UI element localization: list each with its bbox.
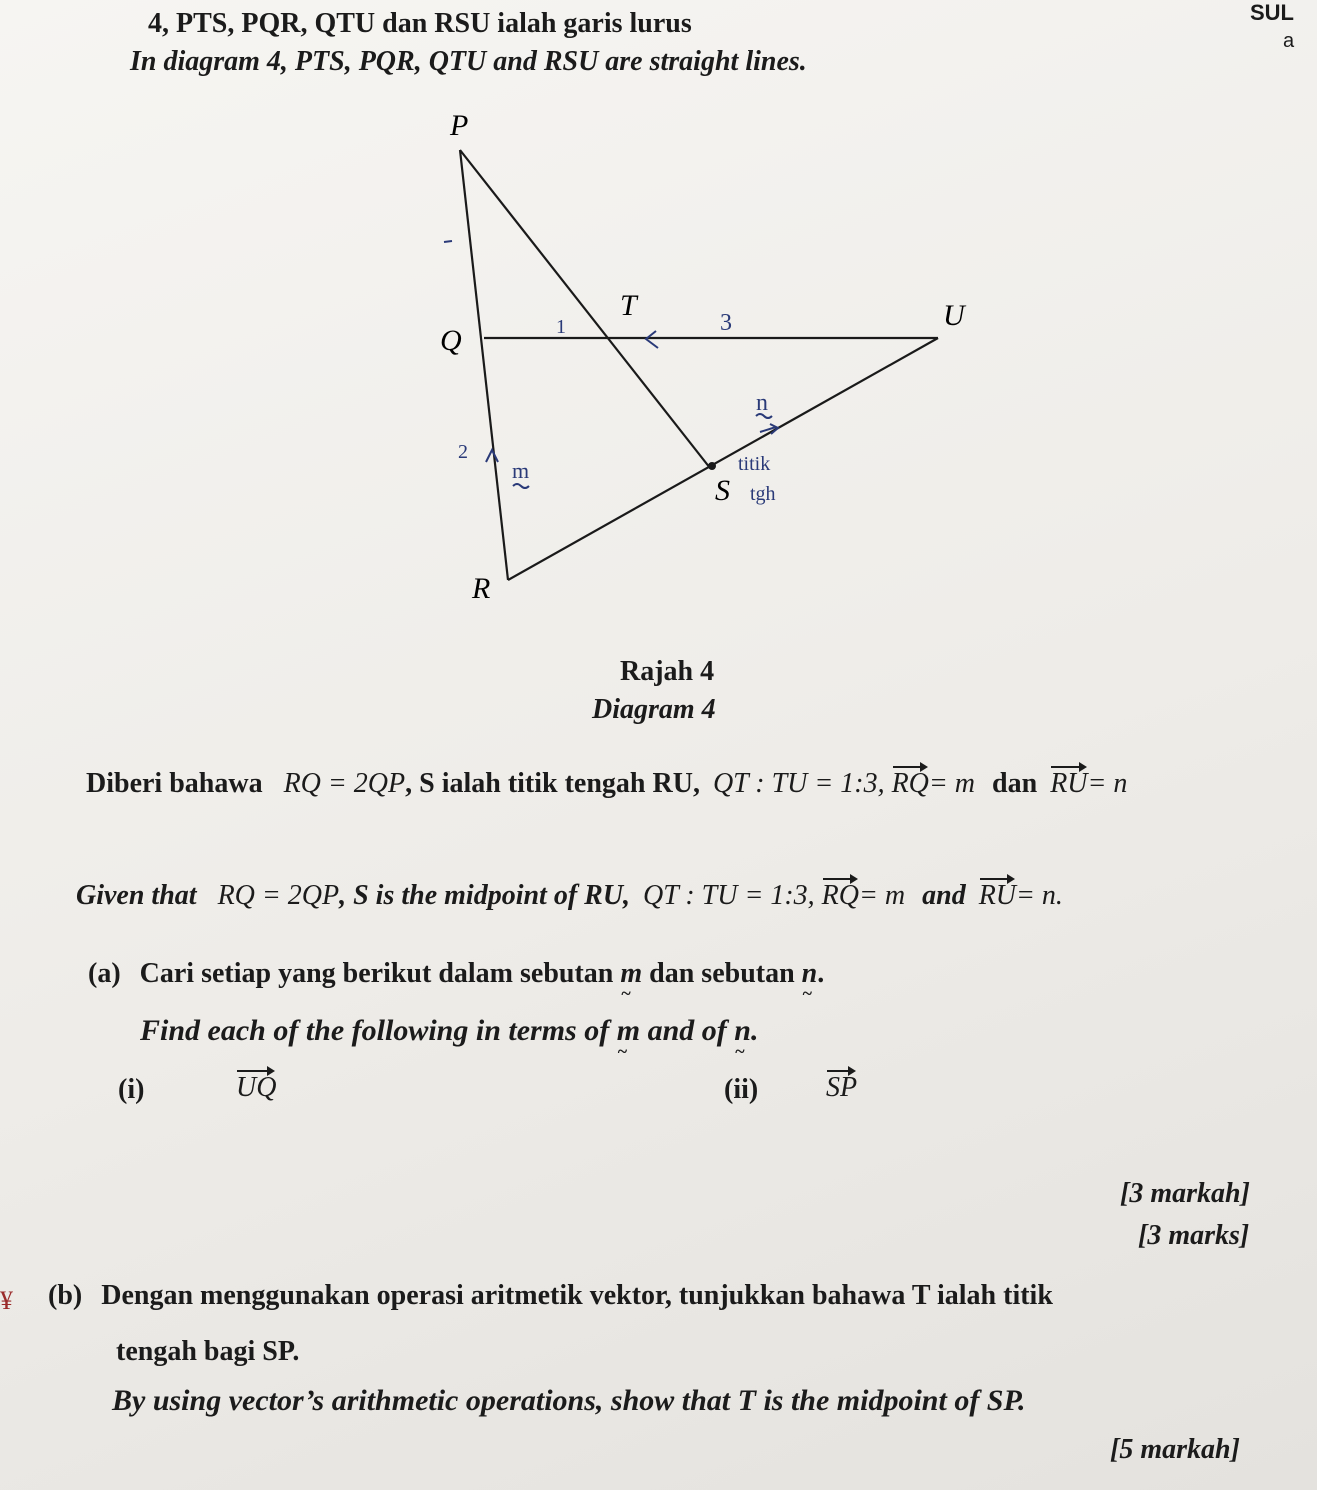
part-a-ms-text-2: dan sebutan	[649, 958, 795, 989]
part-a-ms-m: m ~	[620, 958, 642, 990]
given-en-eq1: RQ = 2QP	[217, 880, 340, 911]
vector-RU-en: RU	[979, 874, 1016, 912]
handwritten-tgh: tgh	[750, 483, 776, 505]
part-a-en-text-1: Find each of the following in terms of	[140, 1014, 610, 1047]
given-ms-dan: dan	[992, 768, 1038, 799]
label-S: S	[715, 474, 730, 507]
handwritten-ratio-one: 1	[556, 316, 566, 338]
given-ms-ratio: QT : TU = 1:3,	[712, 768, 885, 799]
label-Q: Q	[440, 324, 462, 357]
part-a-ms-end: .	[817, 958, 825, 989]
label-T: T	[620, 289, 637, 322]
vector-RQ-ms: RQ	[892, 762, 929, 800]
handwritten-two: 2	[458, 441, 468, 463]
geometry-diagram	[0, 0, 1317, 640]
line-PR	[460, 150, 508, 580]
vector-RU-ms: RU	[1050, 762, 1087, 800]
given-malay-line	[86, 762, 1127, 800]
handwritten-arrow-m	[486, 450, 498, 462]
part-a-english	[140, 1014, 758, 1048]
part-a-marks-english: [3 marks]	[1138, 1220, 1250, 1251]
handwritten-titik: titik	[738, 453, 771, 475]
vector-RQ-en: RQ	[822, 874, 859, 912]
given-en-ratio: QT : TU = 1:3,	[643, 880, 815, 911]
line-PS	[460, 150, 710, 468]
given-ms-prefix: Diberi bahawa	[86, 768, 263, 799]
given-ms-mid: , S ialah titik tengah RU,	[405, 768, 700, 799]
intro-line-english: In diagram 4, PTS, PQR, QTU and RSU are straight lines.	[130, 46, 807, 77]
part-a-en-m: m ~	[617, 1014, 640, 1048]
handwritten-vector-m: m	[512, 458, 530, 483]
vector-UQ: UQ	[236, 1066, 276, 1104]
handwritten-tilde-m	[513, 484, 529, 488]
sub-i-label: (i)	[118, 1074, 145, 1105]
line-RU	[508, 338, 938, 580]
handwritten-ratio-three: 3	[720, 310, 732, 336]
eq-m-ms: = m	[928, 768, 976, 799]
handwritten-tick	[444, 241, 452, 242]
part-a-malay	[88, 958, 824, 990]
margin-star-mark: ¥	[0, 1286, 13, 1315]
eq-m-en: = m	[859, 880, 906, 911]
eq-n-ms: = n	[1087, 768, 1128, 799]
part-b-label: (b)	[48, 1280, 83, 1311]
sub-ii-label: (ii)	[724, 1074, 759, 1105]
handwritten-vector-n: n	[756, 390, 768, 416]
sub-i-vector	[236, 1066, 276, 1104]
part-a-en-text-2: and of	[647, 1014, 727, 1047]
part-a-en-end: .	[750, 1014, 759, 1047]
part-b-malay-line1	[48, 1280, 1053, 1312]
label-P: P	[450, 109, 469, 142]
given-english-line	[76, 874, 1063, 912]
diagram-caption-english: Diagram 4	[592, 694, 716, 725]
label-U: U	[943, 299, 965, 332]
corner-mark: a	[1283, 30, 1295, 52]
intro-line-malay: 4, PTS, PQR, QTU dan RSU ialah garis lurus	[148, 8, 692, 39]
part-a-marks-malay: [3 markah]	[1120, 1178, 1250, 1209]
given-en-mid: , S is the midpoint of RU,	[339, 880, 631, 911]
part-a-label: (a)	[88, 958, 121, 989]
sub-ii-vector	[826, 1066, 857, 1104]
eq-n-en: = n.	[1016, 880, 1063, 911]
point-S-dot	[708, 462, 716, 470]
part-b-ms-line1: Dengan menggunakan operasi aritmetik vektor, tunjukkan bahawa T ialah titik	[101, 1280, 1053, 1311]
part-b-english-line: By using vector’s arithmetic operations, show that T is the midpoint of SP.	[112, 1384, 1026, 1417]
label-R: R	[472, 572, 491, 605]
given-en-prefix: Given that	[76, 880, 197, 911]
corner-text: SUL	[1250, 0, 1294, 25]
vector-SP: SP	[826, 1066, 857, 1104]
handwritten-angle-mark	[646, 331, 658, 348]
part-a-ms-n: n ~	[802, 958, 818, 990]
part-a-ms-text-1: Cari setiap yang berikut dalam sebutan	[139, 958, 614, 989]
part-a-en-n: n ~	[734, 1014, 751, 1048]
given-en-and: and	[922, 880, 966, 911]
diagram-caption-malay: Rajah 4	[620, 656, 715, 687]
part-b-marks-malay: [5 markah]	[1110, 1434, 1240, 1465]
part-b-malay-line2: tengah bagi SP.	[116, 1336, 300, 1367]
given-ms-eq1: RQ = 2QP	[283, 768, 406, 799]
